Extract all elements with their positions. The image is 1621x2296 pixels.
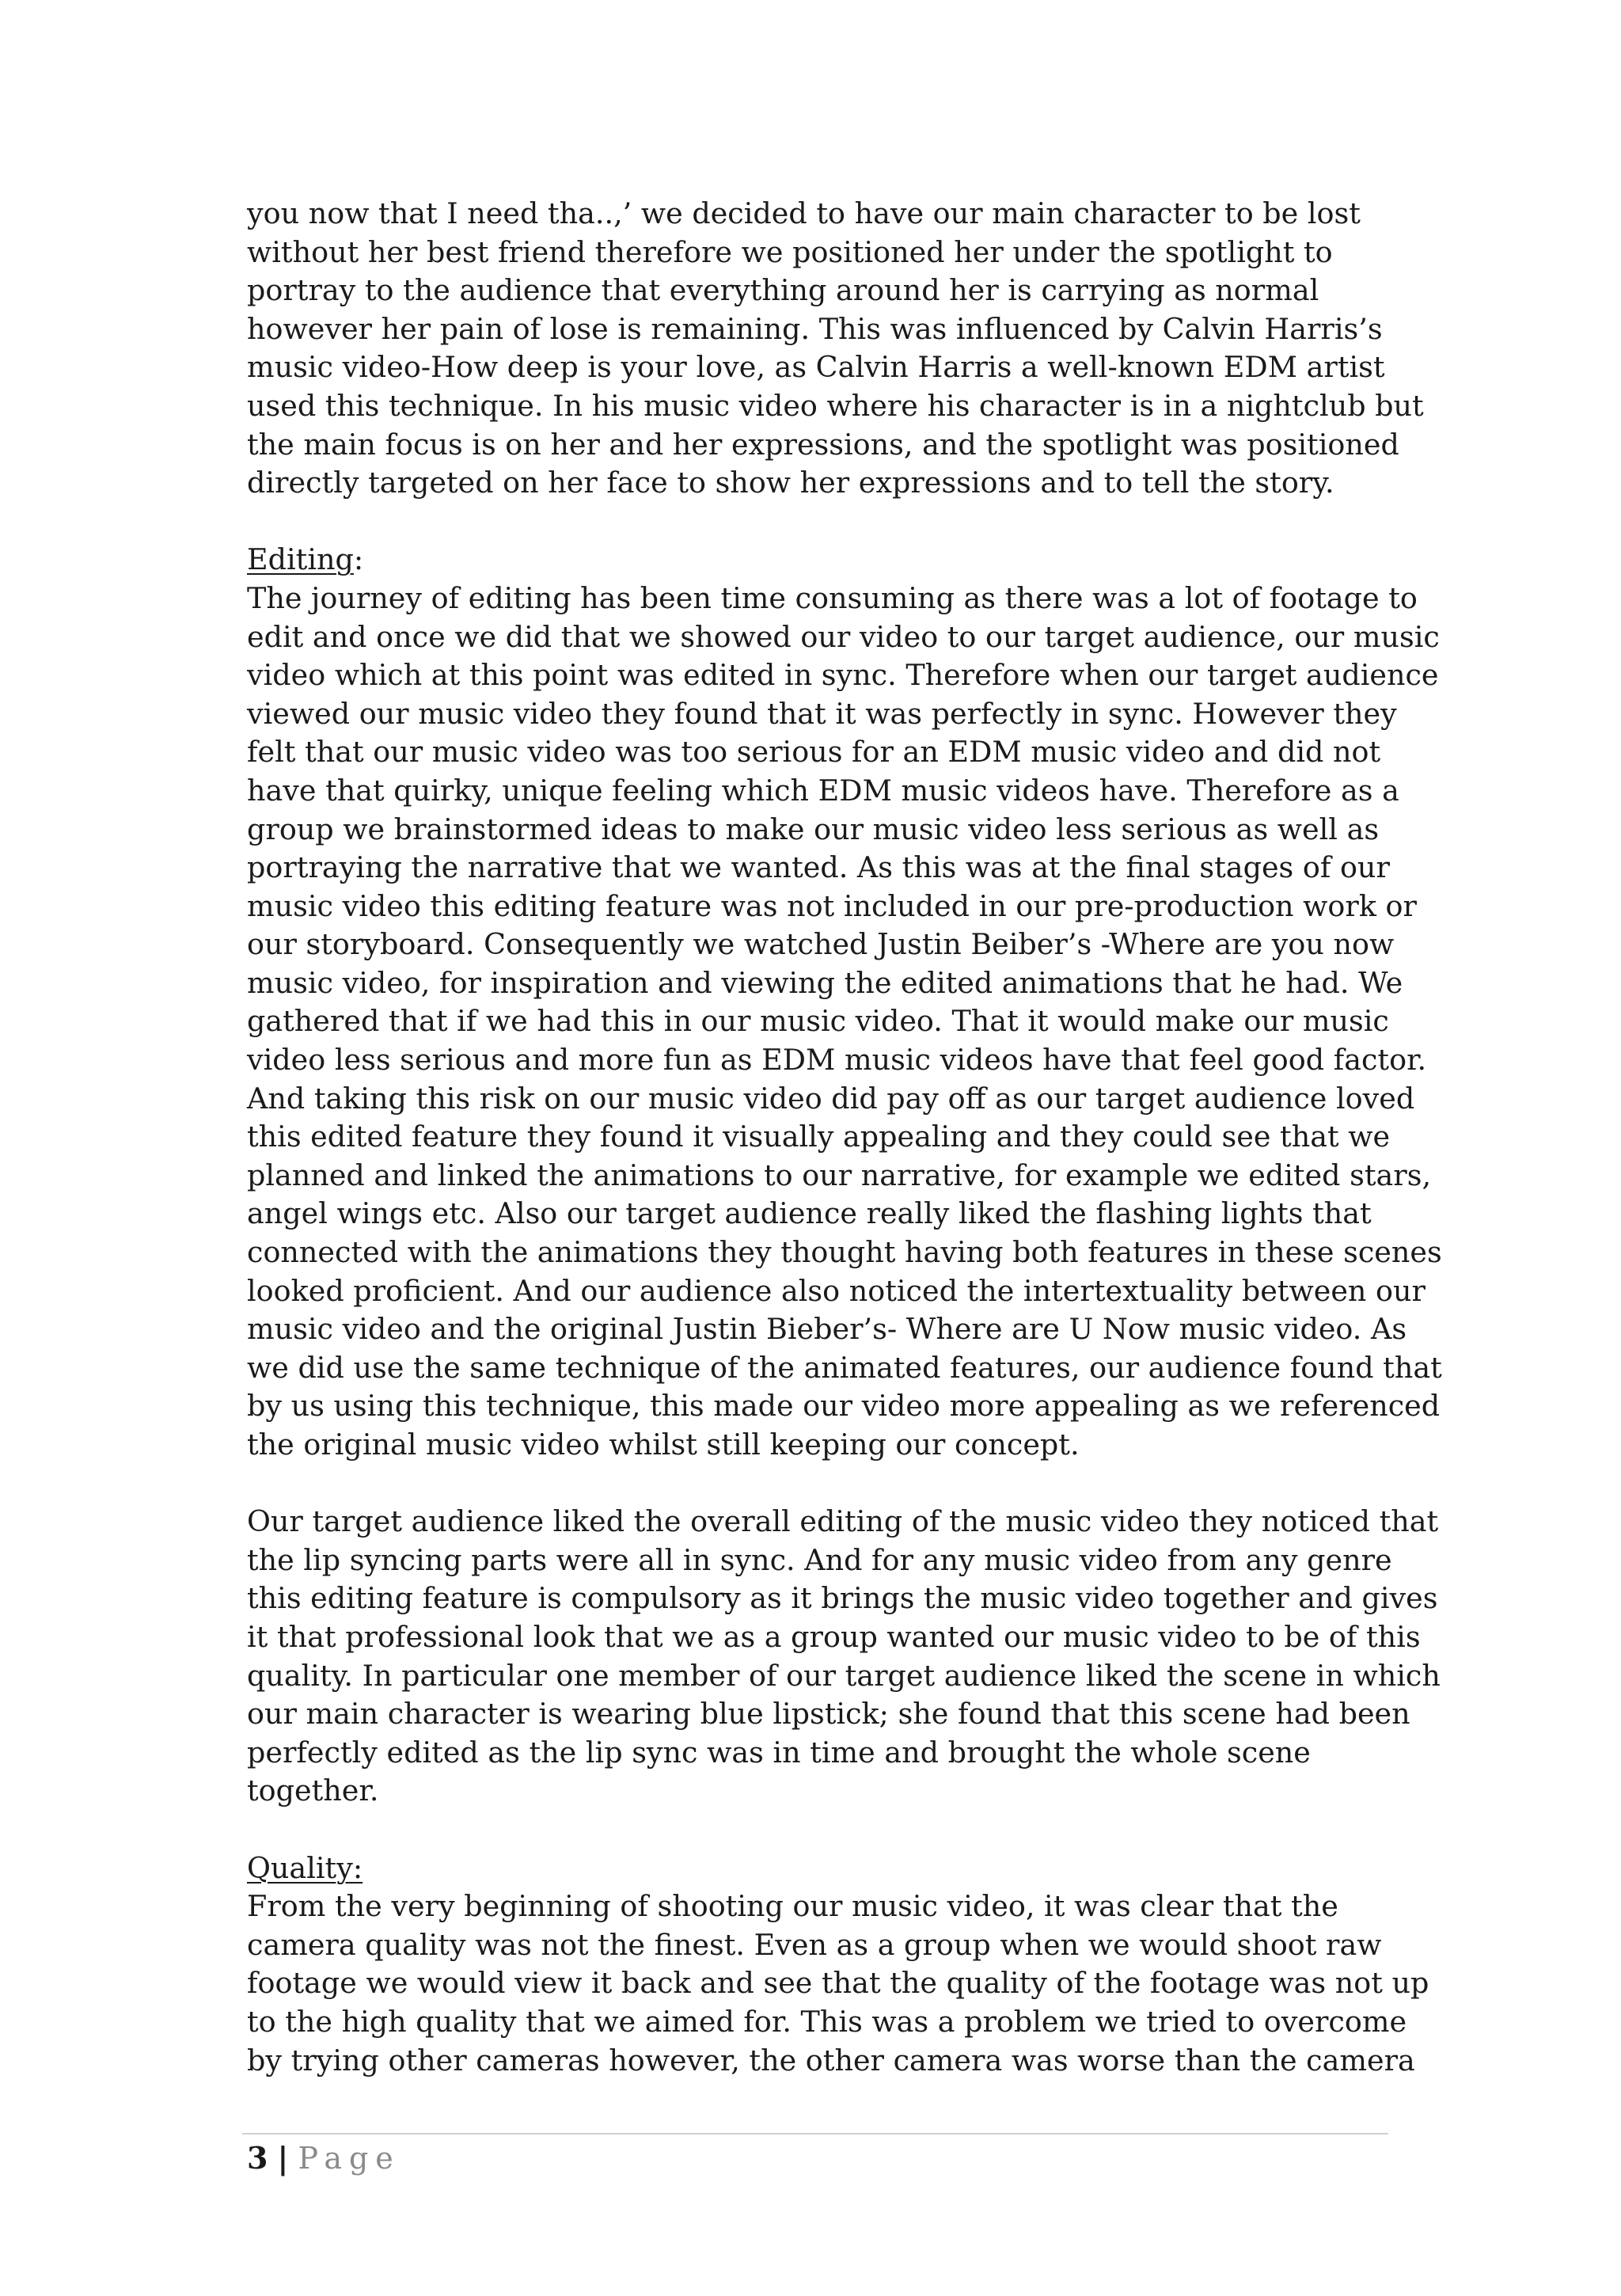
text-line: camera quality was not the finest. Even as a group when we would shoot raw [247, 1927, 1382, 1962]
text-line: felt that our music video was too serious for an EDM music video and did not [247, 735, 1381, 770]
page-footer [247, 2138, 401, 2179]
text-line: planned and linked the animations to our narrative, for example we edited stars, [247, 1158, 1432, 1192]
text-line: our main character is wearing blue lipstick; she found that this scene had been [247, 1697, 1410, 1732]
text-line: together. [247, 1773, 379, 1808]
text-line: footage we would view it back and see that the quality of the footage was not up [247, 1966, 1429, 2001]
text-line: And taking this risk on our music video did pay off as our target audience loved [247, 1081, 1415, 1116]
text-line: The journey of editing has been time consuming as there was a lot of footage to [247, 580, 1418, 615]
text-line: music video, for inspiration and viewing the edited animations that he had. We [247, 965, 1403, 1000]
text-line: video less serious and more fun as EDM music videos have that feel good factor. [247, 1043, 1427, 1078]
text-line: group we brainstormed ideas to make our music video less serious as well as [247, 812, 1380, 846]
heading-quality [247, 1849, 1387, 1888]
text-line: music video and the original Justin Bieber’s- Where are U Now music video. As [247, 1312, 1407, 1347]
text-line: you now that I need tha..,’ we decided to have our main character to be lost [247, 196, 1361, 230]
paragraph-intro [247, 195, 1424, 503]
text-line: it that professional look that we as a group wanted our music video to be of this [247, 1619, 1421, 1654]
text-line: directly targeted on her face to show her expressions and to tell the story. [247, 466, 1334, 500]
paragraph-spacer [247, 1811, 1387, 1849]
text-line: viewed our music video they found that it was perfectly in sync. However they [247, 696, 1397, 731]
text-line: portraying the narrative that we wanted. As this was at the final stages of our [247, 850, 1390, 885]
text-line: our storyboard. Consequently we watched Justin Beiber’s -Where are you now [247, 927, 1395, 962]
text-line: music video this editing feature was not included in our pre-production work or [247, 888, 1417, 923]
paragraph-quality [247, 1887, 1429, 2080]
text-line: the lip syncing parts were all in sync. And for any music video from any genre [247, 1542, 1392, 1577]
text-line: the original music video whilst still keeping our concept. [247, 1427, 1080, 1462]
page-label: Page [298, 2141, 401, 2176]
heading-editing-colon: : [353, 542, 364, 577]
page-number: 3 [247, 2140, 268, 2176]
footer-divider [242, 2133, 1388, 2134]
text-line: the main focus is on her and her expressions, and the spotlight was positioned [247, 427, 1399, 462]
text-line: this edited feature they found it visually appealing and they could see that we [247, 1119, 1391, 1154]
text-line: edit and once we did that we showed our video to our target audience, our music [247, 619, 1440, 654]
text-line: video which at this point was edited in sync. Therefore when our target audience [247, 658, 1439, 693]
text-line: used this technique. In his music video where his character is in a nightclub but [247, 388, 1424, 423]
document-body [247, 195, 1442, 2080]
text-line: however her pain of lose is remaining. This was influenced by Calvin Harris’s [247, 311, 1383, 346]
text-line: gathered that if we had this in our music video. That it would make our music [247, 1004, 1389, 1039]
text-line: looked proficient. And our audience also noticed the intertextuality between our [247, 1273, 1425, 1308]
text-line: this editing feature is compulsory as it brings the music video together and gives [247, 1581, 1438, 1616]
text-line: by trying other cameras however, the other camera was worse than the camera [247, 2043, 1415, 2077]
paragraph-lipsync [247, 1503, 1441, 1811]
paragraph-editing [247, 580, 1442, 1465]
paragraph-spacer [247, 503, 1387, 542]
heading-editing [247, 541, 1387, 580]
text-line: portray to the audience that everything around her is carrying as normal [247, 273, 1319, 308]
text-line: perfectly edited as the lip sync was in time and brought the whole scene [247, 1735, 1311, 1770]
text-line: music video-How deep is your love, as Calvin Harris a well-known EDM artist [247, 350, 1385, 385]
heading-editing-text: Editing [247, 542, 354, 577]
text-line: Our target audience liked the overall editing of the music video they noticed that [247, 1504, 1439, 1539]
text-line: by us using this technique, this made our video more appealing as we referenced [247, 1389, 1441, 1424]
text-line: quality. In particular one member of our target audience liked the scene in which [247, 1658, 1441, 1693]
paragraph-spacer [247, 1465, 1387, 1503]
text-line: angel wings etc. Also our target audience really liked the flashing lights that [247, 1196, 1372, 1231]
text-line: without her best friend therefore we positioned her under the spotlight to [247, 234, 1333, 269]
text-line: From the very beginning of shooting our music video, it was clear that the [247, 1889, 1338, 1924]
text-line: we did use the same technique of the animated features, our audience found that [247, 1350, 1442, 1385]
footer-separator: | [277, 2140, 289, 2176]
text-line: connected with the animations they thought having both features in these scenes [247, 1235, 1442, 1270]
heading-quality-text: Quality: [247, 1850, 363, 1885]
text-line: to the high quality that we aimed for. This was a problem we tried to overcome [247, 2004, 1407, 2039]
text-line: have that quirky, unique feeling which EDM music videos have. Therefore as a [247, 773, 1399, 808]
